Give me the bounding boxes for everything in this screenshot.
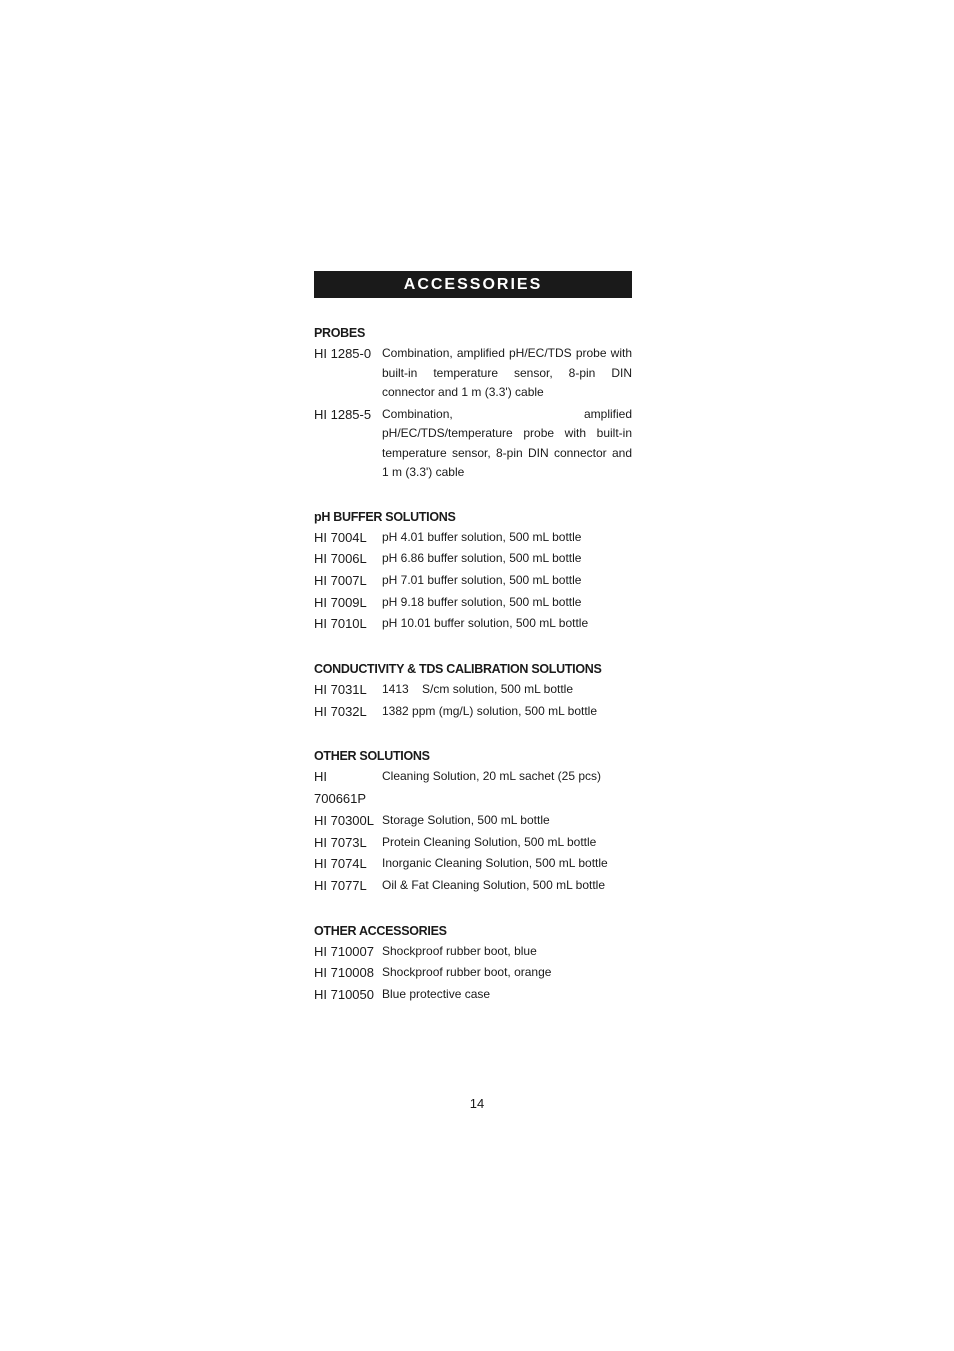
item-description: Cleaning Solution, 20 mL sachet (25 pcs)	[382, 769, 602, 784]
list-item	[314, 679, 632, 701]
list-item	[314, 941, 632, 963]
item-description: pH 9.18 buffer solution, 500 mL bottle	[382, 594, 582, 609]
section-probes	[314, 323, 632, 483]
item-code: HI 1285-0	[314, 346, 372, 361]
item-code: HI 710008	[314, 965, 374, 981]
item-code: HI 7006L	[314, 551, 367, 567]
item-code: HI 710050	[314, 987, 374, 1003]
list-item	[314, 701, 632, 723]
item-description: Inorganic Cleaning Solution, 500 mL bottle	[382, 856, 608, 871]
section-ph-buffer-solutions	[314, 507, 632, 636]
item-code: HI 7010L	[314, 616, 367, 632]
item-code: HI 70300L	[314, 812, 374, 828]
list-item	[314, 853, 632, 875]
section-heading: OTHER SOLUTIONS	[314, 749, 430, 764]
item-description: pH 6.86 buffer solution, 500 mL bottle	[382, 551, 582, 566]
item-description: Combination, amplified pH/EC/TDS/temperature probe with built-in temperature sensor, 8-pin DIN connector and 1 m (3.3') cable	[382, 406, 632, 479]
item-code: HI 710007	[314, 943, 374, 959]
list-item	[314, 343, 632, 403]
list-item	[314, 962, 632, 984]
item-code: HI 7031L	[314, 682, 367, 698]
list-item	[314, 404, 632, 483]
list-item	[314, 592, 632, 614]
item-description: Storage Solution, 500 mL bottle	[382, 812, 550, 827]
list-item	[314, 832, 632, 854]
item-description: Combination, amplified pH/EC/TDS probe with built-in temperature sensor, 8-pin DIN connector and 1 m (3.3') cable	[382, 346, 632, 399]
list-item	[314, 984, 632, 1006]
item-description: pH 7.01 buffer solution, 500 mL bottle	[382, 572, 582, 587]
item-code: HI 1285-5	[314, 406, 372, 422]
item-code: HI 7032L	[314, 703, 367, 719]
item-code: HI 7004L	[314, 529, 367, 545]
list-item	[314, 766, 632, 809]
accessories-page	[314, 271, 632, 1006]
list-item	[314, 570, 632, 592]
item-code: HI 7074L	[314, 856, 367, 872]
item-code: HI 7007L	[314, 572, 367, 588]
item-description: 1413 S/cm solution, 500 mL bottle	[382, 682, 573, 697]
section-heading: PROBES	[314, 326, 365, 340]
item-description: 1382 ppm (mg/L) solution, 500 mL bottle	[382, 703, 598, 718]
list-item	[314, 613, 632, 635]
section-heading: OTHER ACCESSORIES	[314, 923, 447, 938]
item-description: Blue protective case	[382, 987, 491, 1002]
item-description: Oil & Fat Cleaning Solution, 500 mL bottle	[382, 877, 606, 892]
item-description: Shockproof rubber boot, orange	[382, 965, 552, 980]
list-item	[314, 875, 632, 897]
item-code: HI 700661P	[314, 769, 367, 807]
item-code: HI 7009L	[314, 594, 367, 610]
item-code: HI 7073L	[314, 834, 367, 850]
item-description: pH 4.01 buffer solution, 500 mL bottle	[382, 529, 582, 544]
list-item	[314, 810, 632, 832]
section-heading: pH BUFFER SOLUTIONS	[314, 509, 456, 524]
section-other-solutions	[314, 746, 632, 896]
list-item	[314, 527, 632, 549]
item-description: Protein Cleaning Solution, 500 mL bottle	[382, 834, 597, 849]
item-description: pH 10.01 buffer solution, 500 mL bottle	[382, 616, 589, 631]
section-other-accessories	[314, 921, 632, 1006]
section-conductivity-tds	[314, 659, 632, 722]
section-heading: CONDUCTIVITY & TDS CALIBRATION SOLUTIONS	[314, 662, 602, 677]
item-code: HI 7077L	[314, 877, 367, 893]
list-item	[314, 548, 632, 570]
page-title: ACCESSORIES	[314, 271, 632, 298]
page-number: 14	[469, 1096, 485, 1111]
item-description: Shockproof rubber boot, blue	[382, 943, 537, 958]
